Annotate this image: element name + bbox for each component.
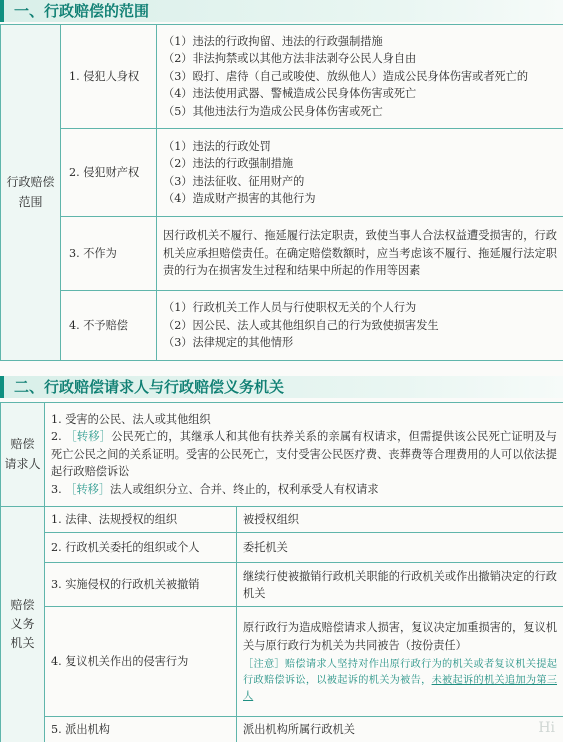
- table-row: [1, 533, 563, 563]
- organ-case: 5. 派出机构: [45, 717, 237, 742]
- table-row: [1, 403, 563, 507]
- item-number: 2.: [51, 430, 62, 444]
- table-row: [1, 563, 563, 607]
- note-underlined-text: 未被起诉的机关追加为第三人: [243, 674, 558, 702]
- list-item: （4）违法使用武器、警械造成公民身体伤害或死亡: [163, 87, 417, 101]
- obligation-organ-table: [0, 506, 563, 742]
- requester-table: [0, 402, 563, 507]
- list-item: （5）其他违法行为造成公民身体伤害或死亡: [163, 104, 383, 118]
- section1-title: 一、行政赔偿的范围: [0, 0, 563, 22]
- transfer-tag: ［转移］: [65, 482, 111, 496]
- requester-item-2: [51, 428, 557, 480]
- list-item: （2）因公民、法人或其他组织自己的行为致使损害发生: [163, 318, 439, 332]
- requester-row-header: [1, 403, 45, 507]
- list-item: （1）违法的行政处罚: [163, 139, 271, 153]
- table-row: [1, 217, 563, 291]
- table-row: [1, 291, 563, 361]
- organ-row-header: [1, 507, 45, 742]
- attention-tag: ［注意］: [243, 659, 285, 670]
- category-property-rights: 2. 侵犯财产权: [61, 129, 157, 217]
- organ-result: 委托机关: [237, 533, 563, 563]
- organ-result: 继续行使被撤销行政机关职能的行政机关或作出撤销决定的行政机关: [237, 563, 563, 607]
- table-row: [1, 129, 563, 217]
- table-row: [1, 25, 563, 129]
- organ-case: 3. 实施侵权的行政机关被撤销: [45, 563, 237, 607]
- item-text: 公民死亡的，其继承人和其他有扶养关系的亲属有权请求，但需提供该公民死亡证明及与死亡公民之间的关系证明。受害的公民死亡，支付受害公民医疗费、丧葬费等合理费用的人可以依法提起行政赔偿诉讼: [51, 430, 557, 479]
- item-number: 3.: [51, 482, 62, 496]
- organ-case: 2. 行政机关委托的组织或个人: [45, 533, 237, 563]
- scope-row-header: [1, 25, 61, 361]
- requester-item-3: [51, 481, 557, 498]
- note-text: 赔偿请求人坚持对作出原行政行为的机关或者复议机关提起行政赔偿诉讼，以被起诉的机关为被告，: [243, 659, 557, 686]
- transfer-tag: ［转移］: [65, 430, 112, 444]
- header-line: 赔偿: [10, 437, 35, 452]
- attention-note: [243, 657, 557, 704]
- header-line: 义务: [10, 617, 35, 632]
- organ-case: 1. 法律、法规授权的组织: [45, 507, 237, 533]
- list-item: （1）违法的行政拘留、违法的行政强制措施: [163, 35, 383, 49]
- list-item: （3）违法征收、征用财产的: [163, 174, 305, 188]
- category-no-compensation: 4. 不予赔偿: [61, 291, 157, 361]
- list-item: （3）殴打、虐待（自己或唆使、放纵他人）造成公民身体伤害或者死亡的: [163, 69, 529, 83]
- table-row: [1, 717, 563, 742]
- table-row: [1, 607, 563, 717]
- table-row: [1, 507, 563, 533]
- header-line: 请求人: [4, 456, 41, 471]
- requester-item-1: 1. 受害的公民、法人或其他组织: [51, 413, 211, 427]
- personal-rights-list: [157, 25, 563, 129]
- inaction-text: 因行政机关不履行、拖延履行法定职责，致使当事人合法权益遭受损害的，行政机关应承担赔偿责任。在确定赔偿数额时，应当考虑该不履行、拖延履行法定职责的行为在损害发生过程和结果中所起的作用等因素: [157, 217, 563, 291]
- header-line: 行政赔偿: [6, 175, 55, 190]
- property-rights-list: [157, 129, 563, 217]
- list-item: （4）造成财产损害的其他行为: [163, 191, 316, 205]
- list-item: （2）违法的行政强制措施: [163, 157, 294, 171]
- compensation-scope-table: [0, 24, 563, 361]
- header-line: 赔偿: [10, 598, 35, 613]
- organ-result: 原行政行为造成赔偿请求人损害，复议决定加重损害的，复议机关与原行政行为机关为共同被告（按份责任）: [243, 621, 557, 652]
- watermark: Hi: [538, 720, 555, 737]
- no-compensation-list: [157, 291, 563, 361]
- list-item: （3）法律规定的其他情形: [163, 336, 294, 350]
- section2-title: 二、行政赔偿请求人与行政赔偿义务机关: [0, 376, 563, 398]
- list-item: （1）行政机关工作人员与行使职权无关的个人行为: [163, 301, 417, 315]
- organ-result: 被授权组织: [237, 507, 563, 533]
- header-line: 机关: [10, 636, 35, 651]
- list-item: （2）非法拘禁或以其他方法非法剥夺公民人身自由: [163, 52, 417, 66]
- organ-result: 派出机构所属行政机关: [237, 717, 563, 742]
- header-line: 范围: [18, 194, 43, 209]
- organ-result-with-note: [237, 607, 563, 717]
- requester-content: [45, 403, 563, 507]
- category-personal-rights: 1. 侵犯人身权: [61, 25, 157, 129]
- organ-case: 4. 复议机关作出的侵害行为: [45, 607, 237, 717]
- category-inaction: 3. 不作为: [61, 217, 157, 291]
- item-text: 法人或组织分立、合并、终止的，权利承受人有权请求: [110, 482, 379, 496]
